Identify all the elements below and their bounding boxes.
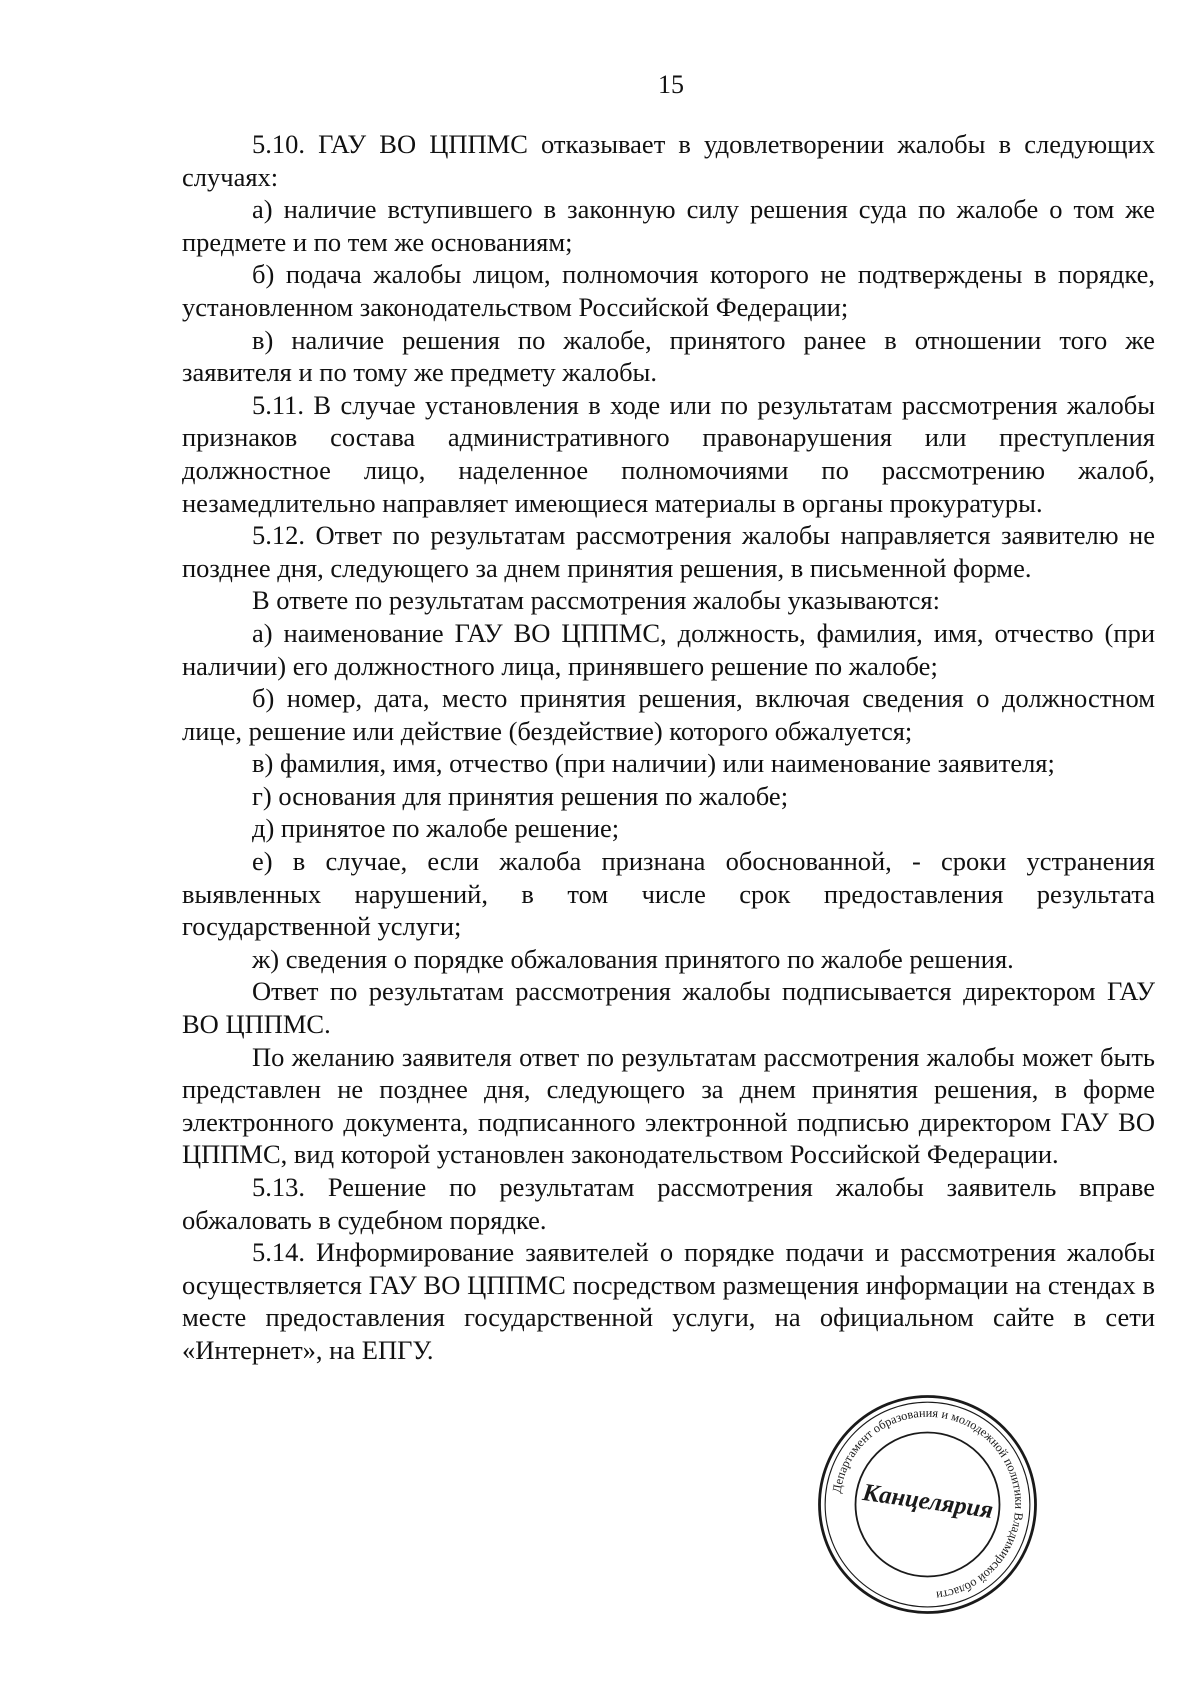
paragraph-answer-g: г) основания для принятия решения по жалобе; bbox=[252, 780, 789, 811]
paragraph-5-13: 5.13. Решение по результатам рассмотрения жалобы заявитель вправе обжаловать в судебном порядке. bbox=[182, 1172, 1155, 1235]
paragraph-answer-a: а) наименование ГАУ ВО ЦППМС, должность, фамилия, имя, отчество (при наличии) его должностного лица, принявшего решение по жалобе; bbox=[182, 617, 1155, 681]
paragraph-electronic-answer: По желанию заявителя ответ по результатам рассмотрения жалобы может быть представлен не позднее дня, следующего за днем принятия решения, в форме электронного документа, подписанного электронной подписью директором ГАУ ВО ЦППМС, вид которой установлен законодательством Российской Федерации. bbox=[182, 1041, 1155, 1170]
document-body bbox=[182, 128, 1155, 1367]
paragraph-answer-d: д) принятое по жалобе решение; bbox=[252, 813, 620, 844]
paragraph-answer-e: е) в случае, если жалоба признана обоснованной, - сроки устранения выявленных нарушений, в том числе срок предоставления результата государственной услуги; bbox=[182, 846, 1155, 942]
office-stamp bbox=[815, 1392, 1040, 1617]
stamp-center-text: Канцелярия bbox=[860, 1479, 995, 1525]
paragraph-answer-signature: Ответ по результатам рассмотрения жалобы подписывается директором ГАУ ВО ЦППМС. bbox=[182, 976, 1155, 1040]
paragraph-5-10: 5.10. ГАУ ВО ЦППМС отказывает в удовлетворении жалобы в следующих случаях: bbox=[182, 129, 1155, 192]
paragraph-answer-contents: В ответе по результатам рассмотрения жалобы указываются: bbox=[252, 585, 940, 616]
stamp-ring-text: Департамент образования и молодежной политики Владимирской области bbox=[829, 1405, 1027, 1603]
paragraph-answer-b: б) номер, дата, место принятия решения, включая сведения о должностном лице, решение или действие (бездействие) которого обжалуется; bbox=[182, 683, 1155, 746]
paragraph-5-11: 5.11. В случае установления в ходе или по результатам рассмотрения жалобы признаков состава административного правонарушения или преступления должностное лицо, наделенное полномочиями по рассмотрению жалоб, незамедлительно направляет имеющиеся материалы в органы прокуратуры. bbox=[182, 389, 1155, 518]
office-stamp-seal bbox=[815, 1392, 1040, 1617]
paragraph-5-12: 5.12. Ответ по результатам рассмотрения жалобы направляется заявителю не позднее дня, следующего за днем принятия решения, в письменной форме. bbox=[182, 520, 1155, 583]
paragraph-5-10-v: в) наличие решения по жалобе, принятого ранее в отношении того же заявителя и по тому же предмету жалобы. bbox=[182, 324, 1155, 388]
paragraph-answer-zh: ж) сведения о порядке обжалования принятого по жалобе решения. bbox=[252, 943, 1014, 974]
paragraph-5-10-b: б) подача жалобы лицом, полномочия которого не подтверждены в порядке, установленном законодательством Российской Федерации; bbox=[182, 259, 1155, 322]
paragraph-5-10-a: а) наличие вступившего в законную силу решения суда по жалобе о том же предмете и по тем же основаниям; bbox=[182, 194, 1155, 257]
paragraph-answer-v: в) фамилия, имя, отчество (при наличии) или наименование заявителя; bbox=[252, 748, 1055, 779]
paragraph-5-14: 5.14. Информирование заявителей о порядке подачи и рассмотрения жалобы осуществляется ГАУ ВО ЦППМС посредством размещения информации на стендах в месте предоставления государственной услуги, на официальном сайте в сети «Интернет», на ЕПГУ. bbox=[182, 1237, 1155, 1365]
page-number: 15 bbox=[658, 70, 684, 99]
